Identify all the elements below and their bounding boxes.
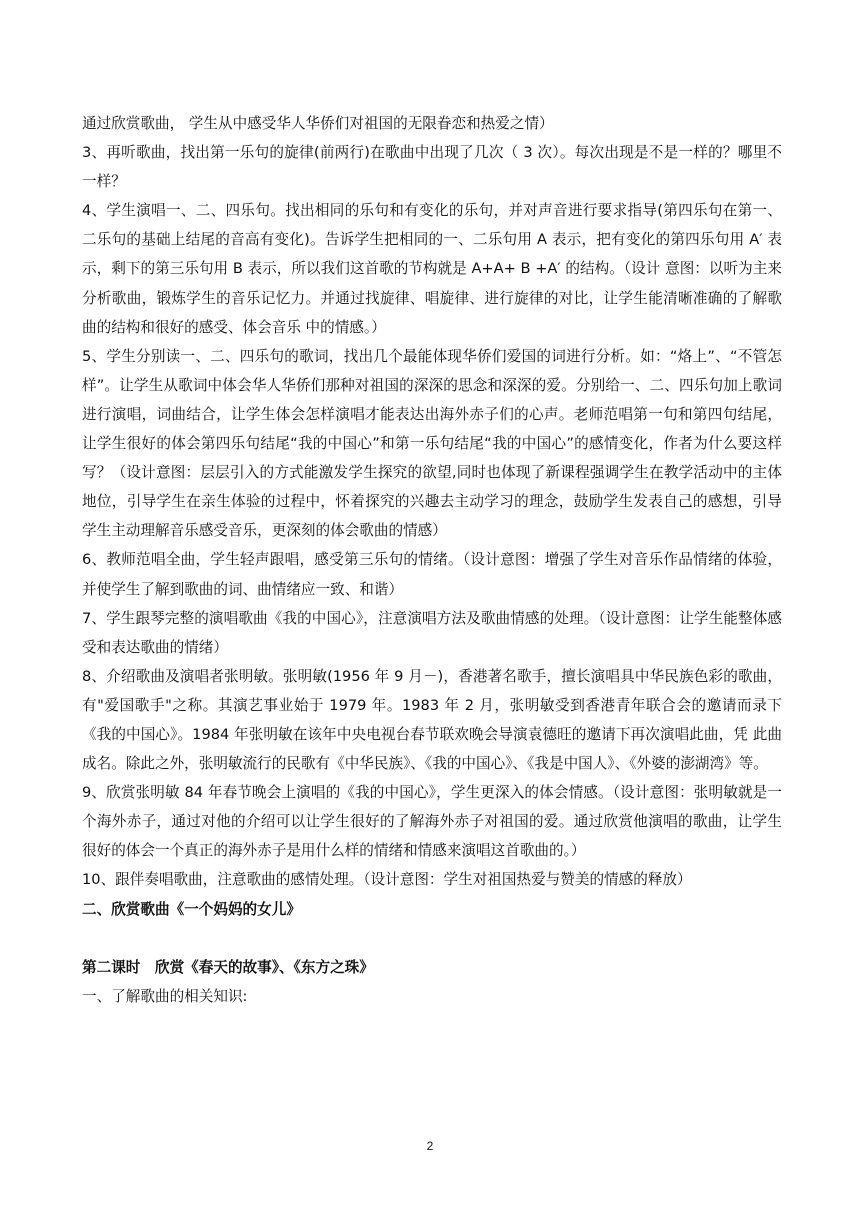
lesson-first-item: 一、了解歌曲的相关知识: — [82, 987, 248, 1005]
paragraph-step-6: 6、教师范唱全曲，学生轻声跟唱，感受第三乐句的情绪。（设计意图：增强了学生对音乐作品情绪的体验，并使学生了解到歌曲的词、曲情绪应一致、和谐） — [82, 551, 782, 598]
paragraph-step-5: 5、学生分别读一、二、四乐句的歌词，找出几个最能体现华侨们爱国的词进行分析。如：“烙上”、“不管怎样”。让学生从歌词中体会华人华侨们那种对祖国的深深的思念和深深的爱。分别给一、二、四乐句加上歌词进行演唱，词曲结合，让学生体会怎样演唱才能表达出海外赤子们的心声。老师范唱第一句和第四句结尾，让学生很好的体会第四乐句结尾“我的中国心”和第一乐句结尾“我的中国心”的感情变化，作者为什么要这样写？（设计意图：层层引入的方式能激发学生探究的欲望,同时也体现了新课程强调学生在教学活动中的主体地位，引导学生在亲生体验的过程中，怀着探究的兴趣去主动学习的理念，鼓励学生发表自己的感想，引导学生主动理解音乐感受音乐，更深刻的体会歌曲的情感） — [82, 347, 782, 540]
paragraph-step-10: 10、跟伴奏唱歌曲，注意歌曲的感情处理。（设计意图：学生对祖国热爱与赞美的情感的释放） — [82, 871, 692, 889]
paragraph-step-3: 3、再听歌曲，找出第一乐句的旋律(前两行)在歌曲中出现了几次（ 3 次）。每次出现是不是一样的？哪里不一样？ — [82, 144, 782, 191]
page-number: 2 — [426, 1139, 434, 1153]
paragraph-intro-continuation: 通过欣赏歌曲， 学生从中感受华人华侨们对祖国的无限眷恋和热爱之情） — [82, 115, 554, 132]
paragraph-step-9: 9、欣赏张明敏 84 年春节晚会上演唱的《我的中国心》，学生更深入的体会情感。（设计意图：张明敏就是一个海外赤子，通过对他的介绍可以让学生很好的了解海外赤子对祖国的爱。通过欣赏他演唱的歌曲，让学生很好的体会一个真正的海外赤子是用什么样的情绪和情感来演唱这首歌曲的。） — [82, 784, 782, 860]
document-body — [82, 109, 782, 1011]
lesson-heading: 第二课时 欣赏《春天的故事》、《东方之珠》 — [82, 958, 374, 976]
paragraph-step-4: 4、学生演唱一、二、四乐句。找出相同的乐句和有变化的乐句，并对声音进行要求指导(第四乐句在第一、二乐句的基础上结尾的音高有变化)。告诉学生把相同的一、二乐句用 A 表示，把有变化的第四乐句用 A′ 表示，剩下的第三乐句用 B 表示，所以我们这首歌的节构就是 A+A+ B +A′ 的结构。（设计 意图：以听为主来分析歌曲，锻炼学生的音乐记忆力。并通过找旋律、唱旋律、进行旋律的对比，让学生能清晰准确的了解歌曲的结构和很好的感受、体会音乐 中的情感。） — [82, 202, 782, 336]
paragraph-step-8: 8、介绍歌曲及演唱者张明敏。张明敏(1956 年 9 月－)，香港著名歌手，擅长演唱具中华民族色彩的歌曲，有"爱国歌手"之称。其演艺事业始于 1979 年。1983 年 2 月，张明敏受到香港青年联合会的邀请而录下《我的中国心》。1984 年张明敏在该年中央电视台春节联欢晚会导演袁德旺的邀请下再次演唱此曲，凭 此曲成名。除此之外，张明敏流行的民歌有《中华民族》、《我的中国心》、《我是中国人》、《外婆的澎湖湾》等。 — [82, 667, 782, 773]
paragraph-step-7: 7、学生跟琴完整的演唱歌曲《我的中国心》，注意演唱方法及歌曲情感的处理。（设计意图：让学生能整体感受和表达歌曲的情绪） — [82, 609, 782, 656]
blank-line — [82, 924, 782, 953]
section-heading: 二、欣赏歌曲《一个妈妈的女儿》 — [82, 900, 301, 918]
